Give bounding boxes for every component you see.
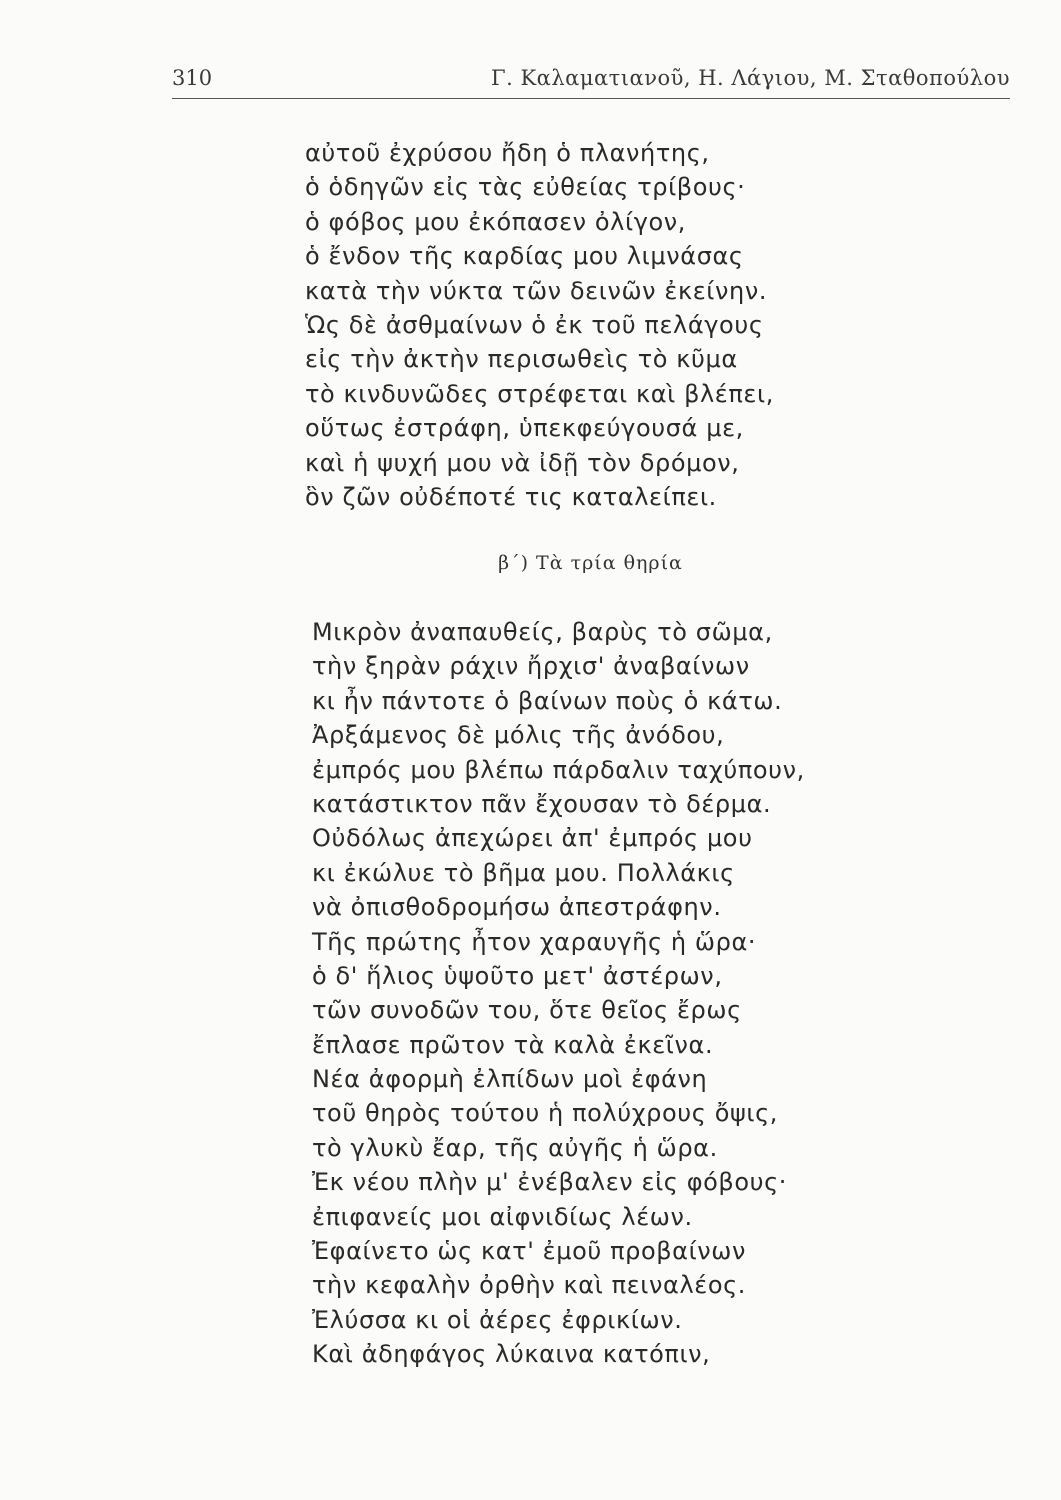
verse-line: ἔπλασε πρῶτον τὰ καλὰ ἐκεῖνα. <box>312 1030 714 1059</box>
running-head: Γ. Καλαματιανοῦ, Η. Λάγιου, Μ. Σταθοπούλου <box>491 66 1010 90</box>
verse-line: Ἀρξάμενος δὲ μόλις τῆς ἀνόδου, <box>312 721 725 750</box>
verse-line: ἐμπρός μου βλέπω πάρδαλιν ταχύπουν, <box>312 755 805 784</box>
verse-line: κι ἐκώλυε τὸ βῆμα μου. Πολλάκις <box>312 858 735 887</box>
verse-line: Τῆς πρώτης ἦτον χαραυγῆς ἡ ὥρα· <box>312 927 757 956</box>
section-title-text: β΄) Τὰ τρία θηρία <box>498 552 683 574</box>
verse-line: ὁ φόβος μου ἐκόπασεν ὀλίγον, <box>305 207 687 236</box>
poem-part-1 <box>305 136 774 514</box>
verse-line: εἰς τὴν ἀκτὴν περισωθεὶς τὸ κῦμα <box>305 345 738 374</box>
verse-line: τὸ κινδυνῶδες στρέφεται καὶ βλέπει, <box>305 379 774 408</box>
verse-line: Ἐλύσσα κι οἱ ἀέρες ἐφρικίων. <box>312 1305 683 1334</box>
verse-line: τὴν κεφαλὴν ὀρθὴν καὶ πειναλέος. <box>312 1271 747 1300</box>
verse-line: κατάστικτον πᾶν ἔχουσαν τὸ δέρμα. <box>312 789 772 818</box>
poem-part-2 <box>312 615 805 1372</box>
verse-line: νὰ ὀπισθοδρομήσω ἀπεστράφην. <box>312 893 722 922</box>
verse-line: ὃν ζῶν οὐδέποτέ τις καταλείπει. <box>305 482 717 511</box>
verse-line: ἐπιφανείς μοι αἰφνιδίως λέων. <box>312 1202 693 1231</box>
header-rule <box>172 98 1010 99</box>
verse-line: Ὡς δὲ ἀσθμαίνων ὁ ἐκ τοῦ πελάγους <box>305 310 764 339</box>
verse-line: κατὰ τὴν νύκτα τῶν δεινῶν ἐκείνην. <box>305 276 768 305</box>
page-header <box>172 58 1010 98</box>
verse-line: Ἐκ νέου πλὴν μ' ἐνέβαλεν εἰς φόβους· <box>312 1168 788 1197</box>
verse-line: ὁ ἔνδον τῆς καρδίας μου λιμνάσας <box>305 242 744 271</box>
verse-line: οὕτως ἐστράφη, ὑπεκφεύγουσά με, <box>305 414 744 443</box>
verse-line: Νέα ἀφορμὴ ἐλπίδων μοὶ ἐφάνη <box>312 1065 708 1094</box>
verse-line: τοῦ θηρὸς τούτου ἡ πολύχρους ὄψις, <box>312 1099 779 1128</box>
verse-line: Οὐδόλως ἀπεχώρει ἀπ' ἐμπρός μου <box>312 824 753 853</box>
verse-line: κι ἦν πάντοτε ὁ βαίνων ποὺς ὁ κάτω. <box>312 686 783 715</box>
verse-line: τὸ γλυκὺ ἔαρ, τῆς αὐγῆς ἡ ὥρα. <box>312 1133 718 1162</box>
page-number: 310 <box>172 66 213 90</box>
verse-line: αὐτοῦ ἐχρύσου ἤδη ὁ πλανήτης, <box>305 139 710 167</box>
verse-line: ὁ δ' ἥλιος ὑψοῦτο μετ' ἀστέρων, <box>312 961 723 990</box>
verse-line: τὴν ξηρὰν ράχιν ἤρχισ' ἀναβαίνων <box>312 652 750 681</box>
verse-line: καὶ ἡ ψυχή μου νὰ ἰδῇ τὸν δρόμον, <box>305 448 740 477</box>
verse-line: τῶν συνοδῶν του, ὅτε θεῖος ἔρως <box>312 996 742 1025</box>
verse-line: ὁ ὁδηγῶν εἰς τὰς εὐθείας τρίβους· <box>305 173 746 202</box>
verse-line: Μικρὸν ἀναπαυθείς, βαρὺς τὸ σῶμα, <box>312 618 773 646</box>
verse-line: Ἐφαίνετο ὡς κατ' ἐμοῦ προβαίνων <box>312 1237 747 1266</box>
section-title <box>0 552 1061 574</box>
verse-line: Καὶ ἀδηφάγος λύκαινα κατόπιν, <box>312 1340 711 1369</box>
